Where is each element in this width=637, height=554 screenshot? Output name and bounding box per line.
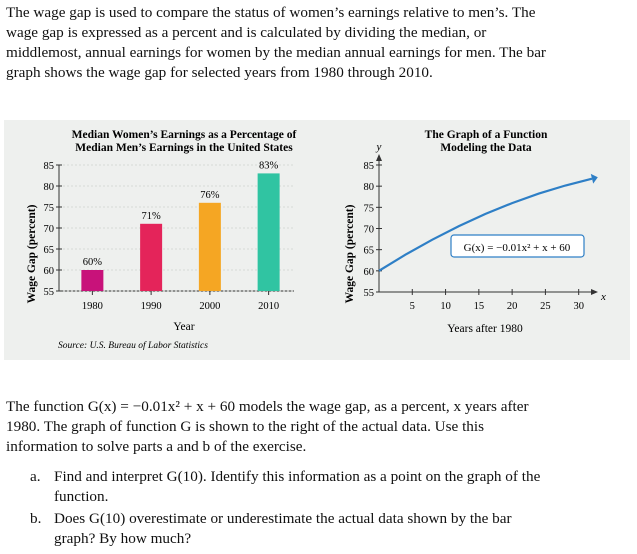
- charts-svg: [4, 120, 630, 360]
- y-tick-label: 60: [363, 266, 374, 278]
- x-tick-label: 15: [473, 301, 485, 312]
- intro-line: wage gap is expressed as a percent and is calculated by dividing the median, or: [6, 24, 487, 41]
- y-tick-label: 55: [43, 287, 54, 298]
- question-line: Does G(10) overestimate or underestimate the actual data shown by the bar: [54, 510, 512, 527]
- x-tick-label: 20: [506, 301, 518, 312]
- y-tick-label: 75: [363, 203, 374, 215]
- y-tick-label: 65: [43, 245, 54, 256]
- bar-2000: [199, 203, 221, 291]
- bar-chart-title: Median Women’s Earnings as a Percentage of: [71, 129, 297, 141]
- y-axis-arrow-icon: [376, 154, 382, 161]
- question-line: Find and interpret G(10). Identify this information as a point on the graph of the: [54, 468, 541, 485]
- x-tick-label: 2010: [258, 301, 280, 312]
- y-tick-label: 55: [363, 288, 374, 299]
- question-line: function.: [54, 488, 109, 505]
- line-chart-xlabel: Years after 1980: [447, 323, 523, 335]
- y-axis-symbol: y: [376, 141, 382, 153]
- function-label: G(x) = −0.01x² + x + 60: [463, 242, 571, 254]
- intro-line: middlemost, annual earnings for women by the median annual earnings for men. The bar: [6, 44, 546, 61]
- bar-1990: [140, 224, 162, 291]
- bar-chart-ticks: [44, 161, 295, 298]
- x-tick-label: 1980: [81, 301, 103, 312]
- question-text: [54, 509, 512, 549]
- bar-2010: [258, 173, 280, 291]
- bar-data-label: 83%: [259, 160, 279, 172]
- x-tick-label: 25: [540, 301, 551, 312]
- y-tick-label: 85: [363, 161, 374, 172]
- line-chart-ylabel: Wage Gap (percent): [344, 204, 356, 304]
- question-a: [30, 467, 620, 507]
- y-tick-label: 85: [43, 161, 54, 172]
- line-chart-subtitle: Modeling the Data: [440, 142, 532, 154]
- x-axis-arrow-icon: [591, 289, 598, 295]
- bar-chart-ylabel: Wage Gap (percent): [26, 204, 38, 304]
- bar-chart-bars: [81, 160, 279, 312]
- intro-paragraph: [6, 3, 616, 83]
- bar-chart-xlabel: Year: [173, 321, 195, 333]
- x-tick-label: 30: [573, 301, 584, 312]
- y-tick-label: 80: [43, 182, 54, 193]
- bar-data-label: 71%: [141, 210, 161, 222]
- bar-1980: [81, 270, 103, 291]
- bar-chart-subtitle: Median Men’s Earnings in the United States: [75, 142, 293, 154]
- y-tick-label: 75: [43, 203, 54, 214]
- x-tick-label: 2000: [199, 301, 221, 312]
- question-marker: b.: [30, 510, 42, 527]
- question-b: [30, 509, 620, 549]
- task-paragraph: [6, 397, 621, 457]
- x-tick-label: 1990: [140, 301, 162, 312]
- line-chart-title: The Graph of a Function: [424, 129, 548, 141]
- x-tick-label: 5: [409, 301, 415, 312]
- x-axis-symbol: x: [601, 291, 606, 303]
- bar-data-label: 60%: [82, 257, 102, 268]
- figure-panel: [4, 120, 630, 360]
- y-tick-label: 65: [363, 245, 374, 257]
- y-tick-label: 80: [363, 182, 374, 194]
- bar-chart-source: Source: U.S. Bureau of Labor Statistics: [58, 341, 208, 351]
- intro-line: The wage gap is used to compare the status of women’s earnings relative to men’s. The: [6, 4, 536, 21]
- task-line: 1980. The graph of function G is shown to the right of the actual data. Use this: [6, 418, 485, 435]
- y-tick-label: 60: [43, 266, 54, 277]
- question-text: [54, 467, 540, 507]
- question-marker: a.: [30, 468, 41, 485]
- bar-data-label: 76%: [200, 189, 220, 201]
- y-tick-label: 70: [43, 224, 54, 235]
- y-tick-label: 70: [363, 224, 374, 236]
- task-line: information to solve parts a and b of the exercise.: [6, 438, 307, 455]
- task-line: The function G(x) = −0.01x² + x + 60 models the wage gap, as a percent, x years after: [6, 398, 529, 415]
- x-tick-label: 10: [440, 301, 451, 312]
- intro-line: graph shows the wage gap for selected years from 1980 through 2010.: [6, 64, 433, 81]
- question-list: [30, 467, 620, 551]
- question-line: graph? By how much?: [54, 530, 192, 547]
